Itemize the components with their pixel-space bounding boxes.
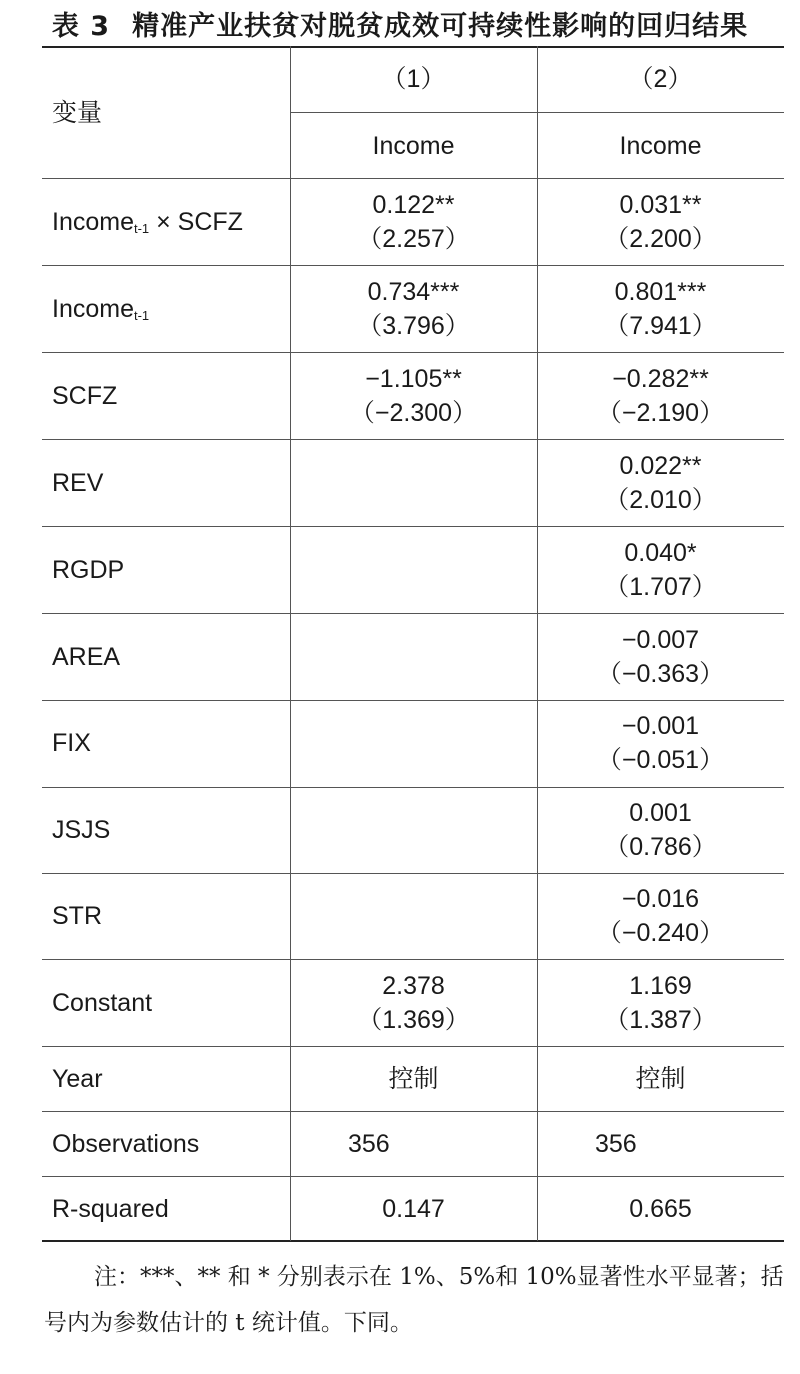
row-divider bbox=[42, 1046, 784, 1047]
row-label: Year bbox=[52, 1065, 103, 1093]
r-squared-cell: 0.147 bbox=[382, 1195, 445, 1223]
row-divider bbox=[42, 439, 784, 440]
year-control-cell: 控制 bbox=[388, 1065, 439, 1093]
header-bottom-rule bbox=[42, 178, 784, 179]
row-label: STR bbox=[52, 902, 102, 930]
observations-cell: 356 bbox=[348, 1130, 390, 1158]
coef-cell: 2.378 （1.369） bbox=[357, 972, 470, 1034]
header-col2-number: （2） bbox=[628, 65, 693, 93]
row-label: SCFZ bbox=[52, 382, 118, 410]
coef-cell: −1.105** （−2.300） bbox=[349, 365, 478, 427]
row-label: R-squared bbox=[52, 1195, 169, 1223]
bottom-rule bbox=[42, 1240, 784, 1242]
coef-cell: 0.734*** （3.796） bbox=[357, 278, 470, 340]
table-number: 表 3 bbox=[51, 11, 111, 42]
observations-cell: 356 bbox=[595, 1130, 637, 1158]
table-caption: 精准产业扶贫对脱贫成效可持续性影响的回归结果 bbox=[132, 11, 749, 42]
year-control-cell: 控制 bbox=[635, 1065, 686, 1093]
row-label: Income$_{t-1}$ bbox=[52, 295, 150, 323]
coef-cell: 1.169 （1.387） bbox=[604, 972, 717, 1034]
r-squared-cell: 0.665 bbox=[629, 1195, 692, 1223]
coef-cell: 0.001 （0.786） bbox=[604, 799, 717, 861]
row-label: FIX bbox=[52, 729, 91, 757]
coef-cell: 0.040* （1.707） bbox=[604, 539, 717, 601]
row-label: Income$_{t-1}$ × SCFZ bbox=[52, 208, 243, 236]
row-label: REV bbox=[52, 469, 104, 497]
row-divider bbox=[42, 352, 784, 353]
table-title bbox=[0, 4, 800, 43]
top-rule bbox=[42, 46, 784, 48]
row-label: AREA bbox=[52, 643, 121, 671]
header-col1-dependent: Income bbox=[372, 132, 455, 160]
coef-cell: 0.031** （2.200） bbox=[604, 191, 717, 253]
header-variable: 变量 bbox=[52, 99, 103, 127]
row-divider bbox=[42, 787, 784, 788]
coef-cell: −0.282** （−2.190） bbox=[596, 365, 725, 427]
row-divider bbox=[42, 526, 784, 527]
row-label: Observations bbox=[52, 1130, 200, 1158]
row-divider bbox=[42, 959, 784, 960]
row-divider bbox=[42, 873, 784, 874]
row-divider bbox=[42, 1111, 784, 1112]
row-label: RGDP bbox=[52, 556, 125, 584]
coef-cell: −0.001 （−0.051） bbox=[596, 712, 725, 774]
coef-cell: 0.801*** （7.941） bbox=[604, 278, 717, 340]
header-col2-dependent: Income bbox=[619, 132, 702, 160]
row-divider bbox=[42, 1176, 784, 1177]
row-divider bbox=[42, 613, 784, 614]
row-label: Constant bbox=[52, 989, 153, 1017]
row-divider bbox=[42, 700, 784, 701]
row-label: JSJS bbox=[52, 816, 111, 844]
table-note: 注：***、** 和 * 分别表示在 1%、5%和 10%显著性水平显著；括号内为参数估计的 t 统计值。下同。 bbox=[44, 1264, 784, 1336]
coef-cell: 0.122** （2.257） bbox=[357, 191, 470, 253]
coef-cell: −0.007 （−0.363） bbox=[596, 626, 725, 688]
header-col1-number: （1） bbox=[381, 65, 446, 93]
coef-cell: −0.016 （−0.240） bbox=[596, 885, 725, 947]
row-divider bbox=[42, 265, 784, 266]
coef-cell: 0.022** （2.010） bbox=[604, 452, 717, 514]
